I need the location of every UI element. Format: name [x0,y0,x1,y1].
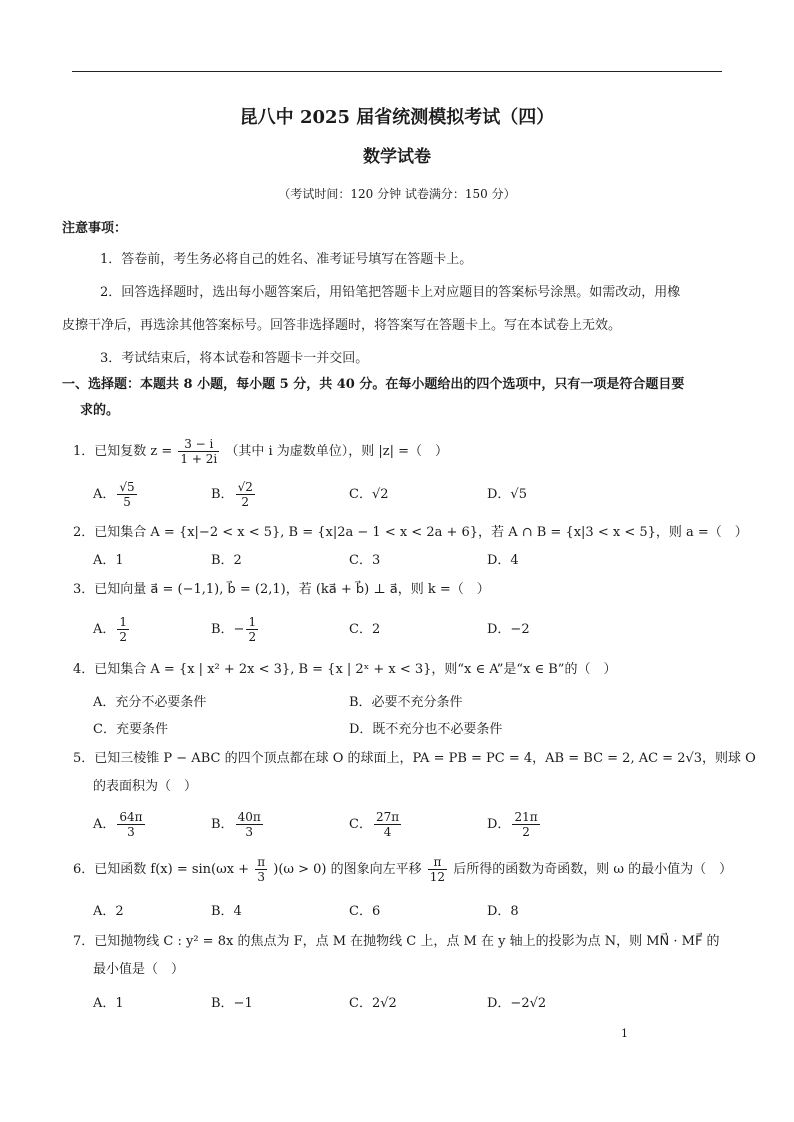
q3-option-a-den: 2 [119,630,128,644]
q1-option-b-label: B． [211,487,234,502]
exam-subtitle: 数学试卷 [363,147,431,167]
question-2-stem: 2．已知集合 A = {x|−2 < x < 5}, B = {x|2a − 1 < x < 2a + 6}，若 A ∩ B = {x|3 < x < 5}，则 a =（ ） [73,525,748,540]
q3-option-b [211,612,260,648]
q6-fraction-1-den: 3 [257,870,265,884]
q5-option-c-fraction [374,810,401,839]
exam-title: 昆八中 2025 届省统测模拟考试（四） [239,107,555,128]
q6-fraction-2-num: π [428,855,447,870]
q3-option-b-fraction [246,615,258,644]
q6-option-d: D．8 [487,904,519,919]
q2-option-d: D．4 [487,553,519,568]
q1-fraction-den: 1 + 2i [180,452,218,466]
q1-option-b-num: √2 [237,480,253,494]
section-1-heading-line-1: 一、选择题：本题共 8 小题，每小题 5 分，共 40 分。在每小题给出的四个选项中，只有一项是符合题目要 [62,377,685,392]
q6-stem-mid: )(ω > 0) 的图象向左平移 [273,862,422,877]
q3-option-b-num: 1 [248,615,257,629]
q5-option-a-label: A． [93,817,116,832]
q5-option-a-fraction [117,810,144,839]
q6-stem-post: 后所得的函数为奇函数，则 ω 的最小值为（ ） [453,862,733,877]
q5-option-a-num: 64π [119,810,143,824]
q5-option-b-den: 3 [245,825,253,839]
question-7-line-2: 最小值是（ ） [93,962,185,977]
header-rule [72,71,722,72]
q5-option-c-num: 27π [375,810,400,824]
q7-option-d: D．−2√2 [487,996,547,1011]
q6-fraction-1-num: π [257,855,266,869]
q7-option-c: C．2√2 [349,996,397,1011]
q1-option-c: C．√2 [349,487,389,502]
q6-option-a: A．2 [93,904,124,919]
q4-option-c: C．充要条件 [93,722,168,737]
q6-fraction-2 [428,855,447,884]
q5-option-b [211,807,265,843]
q1-option-b-fraction [236,480,255,509]
q6-option-b: B．4 [211,904,242,919]
q5-option-c-den: 4 [383,825,392,839]
q1-option-a-fraction [117,480,136,509]
q1-option-a [93,477,139,513]
notice-item-2-line-2: 皮擦干净后，再选涂其他答案标号。回答非选择题时，将答案写在答题卡上。写在本试卷上无效。 [62,318,622,333]
q5-option-d [487,807,542,843]
q1-option-a-den: 5 [123,495,131,509]
question-3-stem: 3．已知向量 a⃗ = (−1,1), b⃗ = (2,1)，若 (ka⃗ + b⃗) ⊥ a⃗，则 k =（ ） [73,582,490,597]
q1-option-b [211,477,257,513]
q5-option-b-num: 40π [237,810,261,824]
q2-option-b: B．2 [211,553,242,568]
q3-option-a-num: 1 [119,615,128,629]
q1-fraction [178,437,219,466]
q5-option-d-fraction [512,810,539,839]
q2-option-c: C．3 [349,553,381,568]
notice-item-2-line-1: 2．回答选择题时，选出每小题答案后，用铅笔把答题卡上对应题目的答案标号涂黑。如需改动，用橡 [100,285,681,300]
q1-option-d: D．√5 [487,487,527,502]
q3-option-b-label: B．− [211,622,245,637]
q3-option-a-label: A． [93,622,116,637]
question-1-stem [73,434,448,470]
q1-option-b-den: 2 [241,495,250,509]
notice-item-3: 3．考试结束后，将本试卷和答题卡一并交回。 [100,351,369,366]
q5-option-c [349,807,403,843]
q4-option-d: D．既不充分也不必要条件 [349,722,503,737]
q1-fraction-num: 3 − i [178,437,219,452]
q6-option-c: C．6 [349,904,381,919]
question-5-line-2: 的表面积为（ ） [93,779,198,794]
question-6-stem [73,852,732,888]
q5-option-d-num: 21π [514,810,538,824]
q6-stem-pre: 6．已知函数 f(x) = sin(ωx + [73,862,250,877]
page-number: 1 [621,1027,628,1040]
q7-option-b: B．−1 [211,996,253,1011]
question-7-line-1: 7．已知抛物线 C : y² = 8x 的焦点为 F，点 M 在抛物线 C 上，点 M 在 y 轴上的投影为点 N，则 MN⃗ · MF⃗ 的 [73,934,720,949]
q1-option-a-label: A． [93,487,116,502]
q1-stem-pre: 1．已知复数 z = [73,444,173,459]
q7-option-a: A．1 [93,996,124,1011]
q4-option-a: A．充分不必要条件 [93,695,207,710]
q2-option-a: A．1 [93,553,124,568]
q5-option-d-den: 2 [522,825,530,839]
q1-option-a-num: √5 [119,480,135,494]
q3-option-a-fraction [117,615,129,644]
q6-fraction-2-den: 12 [429,870,446,884]
exam-info: （考试时间：120 分钟 试卷满分：150 分） [278,187,516,201]
notice-heading: 注意事项： [62,221,128,236]
q5-option-a-den: 3 [127,825,135,839]
q3-option-a [93,612,131,648]
q3-option-b-den: 2 [248,630,257,644]
q4-option-b: B．必要不充分条件 [349,695,463,710]
q5-option-d-label: D． [487,817,511,832]
q5-option-b-fraction [236,810,263,839]
question-5-line-1: 5．已知三棱锥 P − ABC 的四个顶点都在球 O 的球面上，PA = PB = PC = 4，AB = BC = 2, AC = 2√3，则球 O [73,751,756,766]
q1-stem-post: （其中 i 为虚数单位），则 |z| =（ ） [225,444,449,459]
q6-fraction-1 [255,855,267,884]
q5-option-a [93,807,147,843]
question-4-stem: 4．已知集合 A = {x | x² + 2x < 3}, B = {x | 2ˣ + x < 3}，则“x ∈ A”是“x ∈ B”的（ ） [73,662,617,677]
q3-option-d: D．−2 [487,622,530,637]
q5-option-b-label: B． [211,817,234,832]
section-1-heading-line-2: 求的。 [80,403,120,418]
notice-item-1: 1．答卷前，考生务必将自己的姓名、准考证号填写在答题卡上。 [100,252,473,267]
q5-option-c-label: C． [349,817,372,832]
q3-option-c: C．2 [349,622,381,637]
